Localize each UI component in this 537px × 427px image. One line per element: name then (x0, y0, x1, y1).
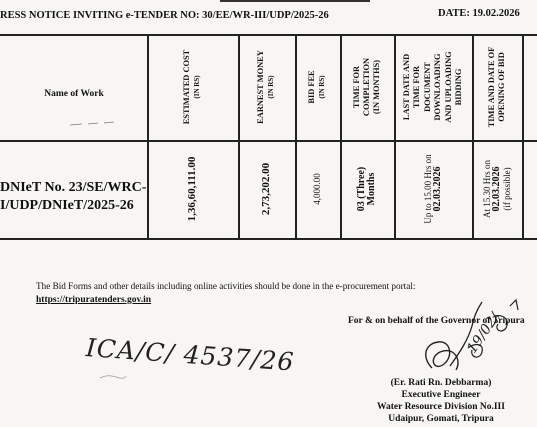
signatory-designation: Executive Engineer (401, 390, 481, 400)
bid-fee-cell (293, 141, 341, 237)
header-opening-bid (473, 28, 521, 146)
col-divider (147, 34, 149, 239)
earnest-money-cell (242, 141, 290, 237)
last-date-label-1: LAST DATE AND (401, 53, 411, 121)
last-date-value-2: 02.03.2026 (432, 166, 443, 212)
estimated-cost-unit: (IN RS) (193, 75, 201, 99)
earnest-money-label: EARNEST MONEY (256, 50, 265, 124)
estimated-cost-cell (168, 141, 216, 237)
completion-value-2: Months (366, 172, 377, 206)
signature-scrawl (410, 296, 535, 386)
last-date-label-3: DOCUMENT (422, 62, 432, 112)
signatory-division: Water Resource Division No.III (377, 402, 505, 412)
opening-value-3: (if possible) (502, 167, 512, 211)
header-last-date (395, 26, 471, 148)
last-date-label-2: TIME FOR (412, 65, 421, 109)
completion-value-1: 03 (Three) (356, 166, 367, 212)
completion-cell (343, 141, 391, 237)
header-earnest-money (242, 28, 290, 146)
last-date-label-4: DOWNLOADING (433, 53, 442, 121)
col-divider (238, 34, 240, 239)
notice-date: DATE: 19.02.2026 (438, 8, 520, 19)
on-behalf-line: For & on behalf of the Governor of Tripura (348, 316, 525, 326)
header-name-of-work: Name of Work (44, 89, 104, 99)
stray-pen-mark (98, 372, 128, 380)
signature-block (356, 377, 526, 425)
bid-fee-label: BID FEE (307, 70, 316, 104)
estimated-cost-label: ESTIMATED COST (182, 49, 191, 125)
header-bid-fee (293, 28, 341, 146)
col-divider (522, 34, 524, 239)
last-date-label-5: AND UPLOADING (443, 51, 453, 123)
last-date-label-6: BIDDING (454, 68, 463, 106)
work-name-cell (0, 179, 146, 215)
opening-label-2: OPENING OF BID (497, 52, 506, 122)
table-bottom-rule (0, 238, 537, 240)
opening-label-1: TIME AND DATE OF (487, 46, 496, 128)
opening-value-1: At 15.30 Hrs on (482, 160, 492, 218)
completion-label-1: TIME FOR (352, 65, 361, 109)
completion-label-2: COMPLETION (362, 57, 371, 117)
portal-link[interactable]: https://tripuratenders.gov.in (36, 295, 152, 305)
earnest-money-value: 2,73,202.00 (260, 162, 272, 216)
last-date-cell (409, 141, 457, 237)
top-rule (220, 0, 370, 2)
tender-table (0, 34, 537, 239)
work-name-line-2: I/UDP/DNIeT/2025-26 (0, 198, 134, 213)
opening-value-2: 02.03.2026 (491, 166, 502, 212)
last-date-value-1: Up to 15.00 Hrs on (423, 154, 433, 224)
bid-fee-unit: (IN RS) (318, 75, 326, 99)
earnest-money-unit: (IN RS) (267, 75, 275, 99)
estimated-cost-value: 1,36,60,111.00 (186, 156, 198, 222)
portal-instruction: The Bid Forms and other details including online activities should be done in the e-procurement portal: (36, 281, 416, 291)
bid-fee-value: 4,000.00 (312, 173, 322, 205)
tender-title: RESS NOTICE INVITING e-TENDER NO: 30/EE/WR-III/UDP/2025-26 (0, 10, 329, 21)
stray-pen-mark (68, 120, 118, 128)
signature-date: 19/02/ (464, 310, 504, 357)
header-estimated-cost (168, 28, 216, 146)
signatory-name: (Er. Rati Rn. Debbarma) (390, 378, 492, 388)
completion-label-3: (IN MONTHS) (372, 59, 381, 115)
signatory-location: Udaipur, Gomati, Tripura (388, 414, 494, 424)
handwritten-reference: ICA/C/ 4537/26 (84, 333, 296, 377)
header-time-completion (343, 28, 391, 146)
opening-cell (473, 141, 521, 237)
work-name-line-1: DNIeT No. 23/SE/WRC- (0, 180, 147, 195)
